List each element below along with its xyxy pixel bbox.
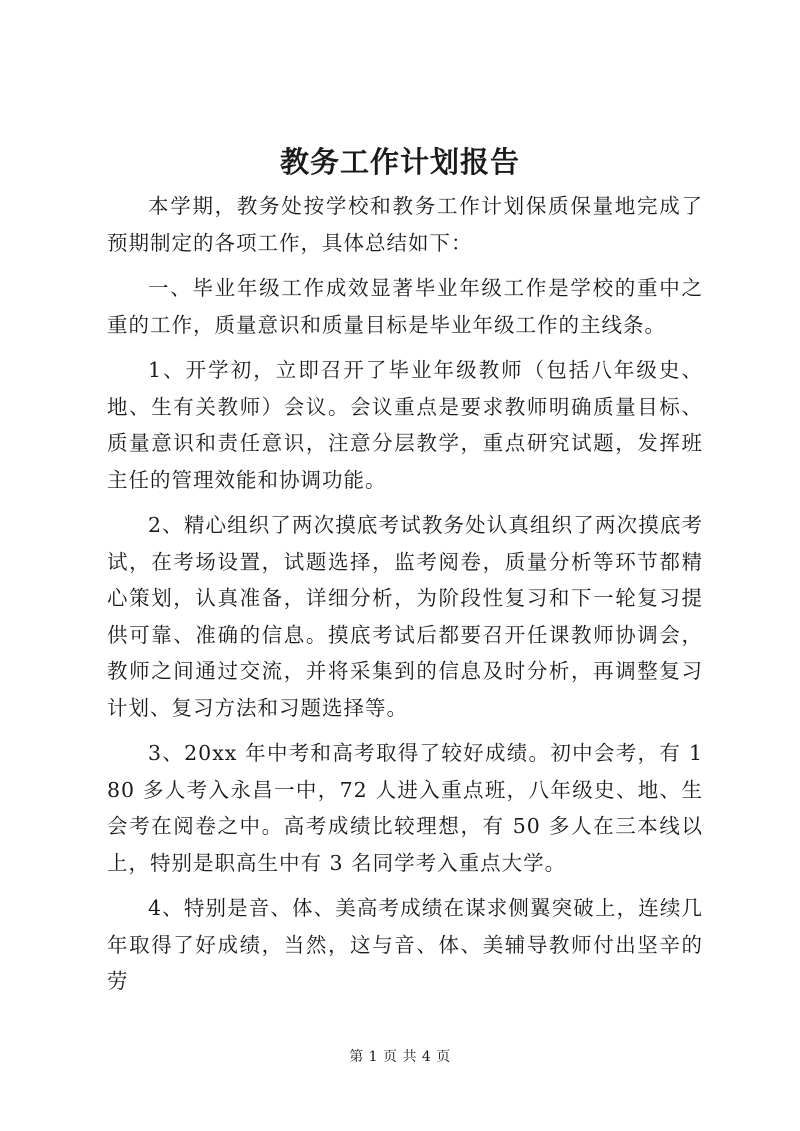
- paragraph-section-1: 一、毕业年级工作成效显著毕业年级工作是学校的重中之重的工作，质量意识和质量目标是毕业年级工作的主线条。: [107, 276, 703, 337]
- paragraph-item-4: 4、特别是音、体、美高考成绩在谋求侧翼突破上，连续几年取得了好成绩，当然，这与音、体、美辅导教师付出坚辛的劳: [107, 896, 703, 993]
- paragraph-item-3: 3、20xx 年中考和高考取得了较好成绩。初中会考，有 180 多人考入永昌一中，72 人进入重点班，八年级史、地、生会考在阅卷之中。高考成绩比较理想，有 50 多人在三本线以上，特别是职高生中有 3 名同学考入重点大学。: [107, 741, 703, 875]
- page-number-footer: 第 1 页 共 4 页: [349, 1049, 451, 1065]
- paragraph-item-1: 1、开学初，立即召开了毕业年级教师（包括八年级史、地、生有关教师）会议。会议重点是要求教师明确质量目标、质量意识和责任意识，注意分层教学，重点研究试题，发挥班主任的管理效能和协调功能。: [107, 358, 703, 492]
- paragraph-intro: 本学期，教务处按学校和教务工作计划保质保量地完成了预期制定的各项工作，具体总结如下：: [107, 194, 703, 255]
- document-body: [107, 188, 703, 1000]
- document-title: 教务工作计划报告: [279, 145, 520, 179]
- paragraph-item-2: 2、精心组织了两次摸底考试教务处认真组织了两次摸底考试，在考场设置，试题选择，监考阅卷，质量分析等环节都精心策划，认真准备，详细分析，为阶段性复习和下一轮复习提供可靠、准确的信息。摸底考试后都要召开任课教师协调会，教师之间通过交流，并将采集到的信息及时分析，再调整复习计划、复习方法和习题选择等。: [107, 513, 703, 720]
